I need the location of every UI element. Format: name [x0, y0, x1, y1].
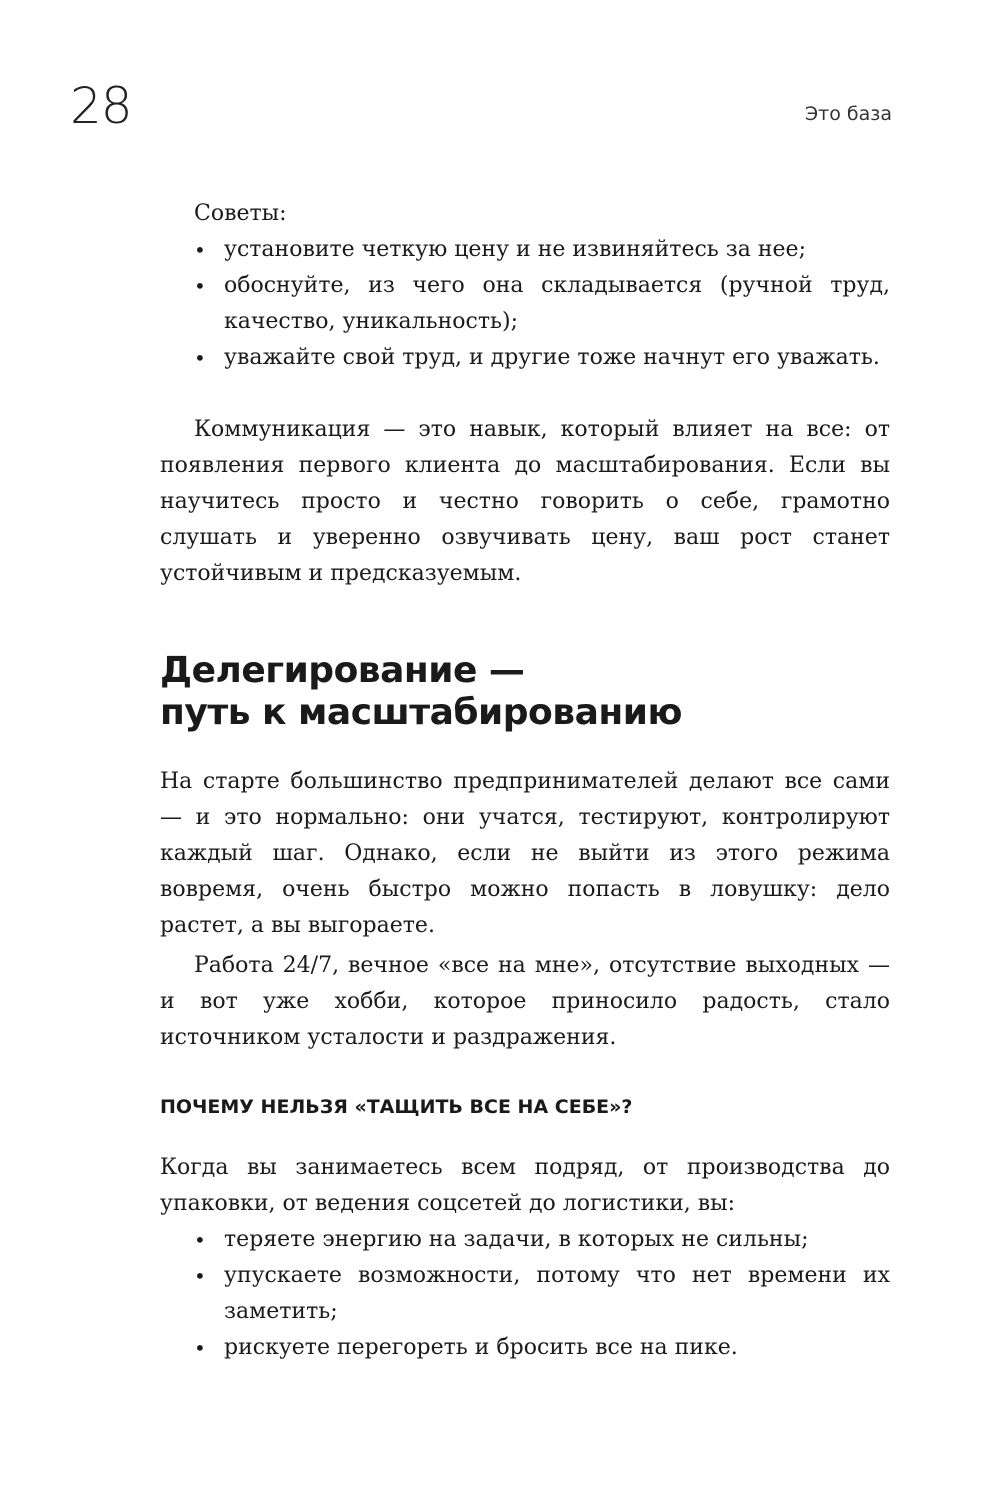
section-heading-line2: путь к масштабированию — [160, 692, 682, 733]
subsection-item: • теряете энергию на задачи, в которых не сильны; — [160, 1222, 890, 1258]
section-paragraph-1: На старте большинство предпринимателей делают все сами — и это нормально: они учатся, тестируют, контролируют каждый шаг. Однако, если не выйти из этого режима вовремя, очень быстро можно попасть в ловушку: дело растет, а вы выгораете. — [160, 769, 890, 938]
tips-item: • уважайте свой труд, и другие тоже начнут его уважать. — [160, 340, 890, 376]
page-body — [160, 196, 890, 1366]
subsection-intro: Когда вы занимаетесь всем подряд, от производства до упаковки, от ведения соцсетей до логистики, вы: — [160, 1155, 890, 1216]
running-head: Это база — [804, 103, 892, 125]
section-heading-line1: Делегирование — — [160, 650, 525, 691]
section-heading — [160, 650, 890, 734]
subsection-list — [160, 1222, 890, 1366]
subsection-item: • упускаете возможности, потому что нет времени их заметить; — [160, 1258, 890, 1330]
section-paragraph-2: Работа 24/7, вечное «все на мне», отсутствие выходных — и вот уже хобби, которое приносило радость, стало источником усталости и раздражения. — [160, 953, 890, 1050]
communication-paragraph: Коммуникация — это навык, который влияет на все: от появления первого клиента до масштабирования. Если вы научитесь просто и честно говорить о себе, грамотно слушать и уверенно озвучивать цену, ваш рост станет устойчивым и предсказуемым. — [160, 417, 890, 586]
subsection-item: • рискуете перегореть и бросить все на пике. — [160, 1330, 890, 1366]
subsection-heading: ПОЧЕМУ НЕЛЬЗЯ «ТАЩИТЬ ВСЕ НА СЕБЕ»? — [160, 1096, 633, 1118]
page-number: 28 — [70, 77, 132, 135]
tips-label: Советы: — [194, 201, 287, 226]
tips-list — [160, 232, 890, 376]
tips-item: • обоснуйте, из чего она складывается (ручной труд, качество, уникальность); — [160, 268, 890, 340]
tips-item: • установите четкую цену и не извиняйтесь за нее; — [160, 232, 890, 268]
